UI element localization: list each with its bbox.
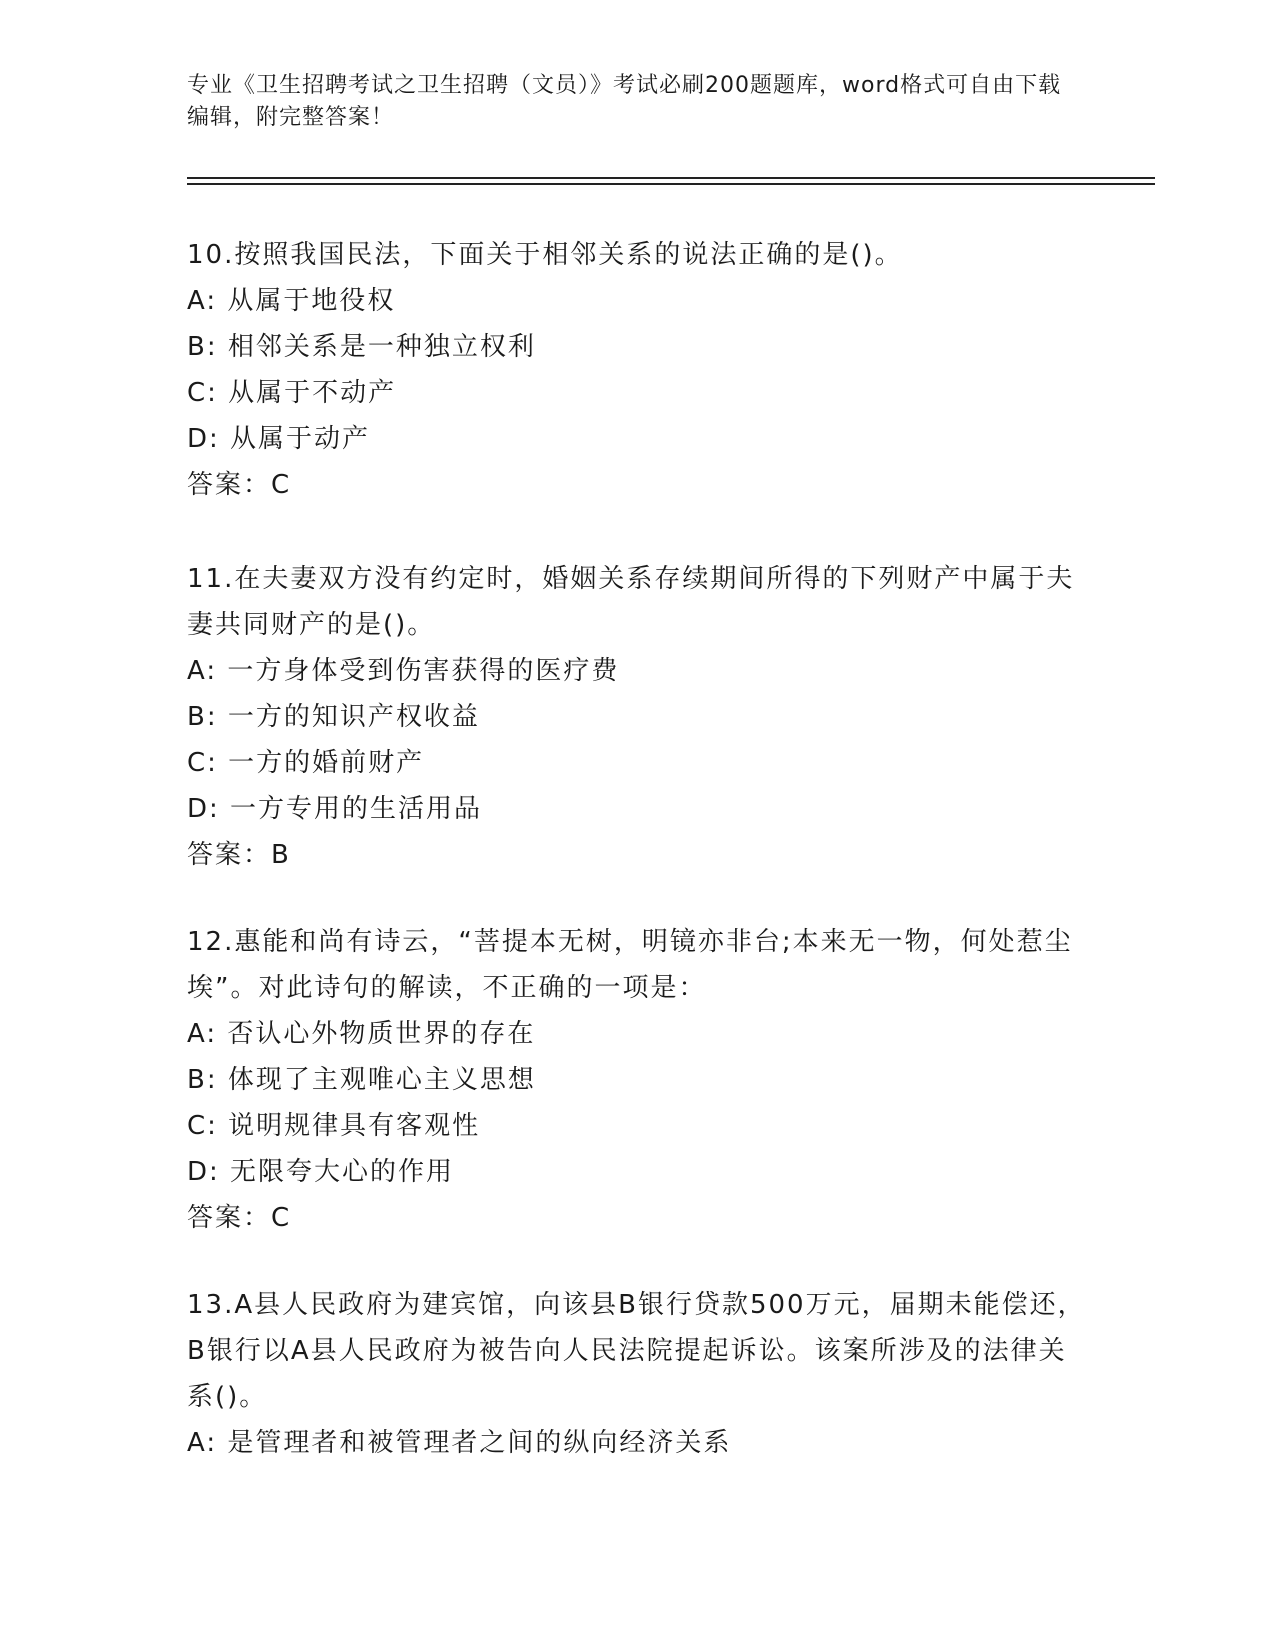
question-10 bbox=[187, 232, 1087, 508]
answer-line: 答案：C bbox=[187, 470, 292, 500]
question-12 bbox=[187, 919, 1087, 1241]
option-d: D: 一方专用的生活用品 bbox=[187, 794, 483, 824]
option-a: A: 是管理者和被管理者之间的纵向经济关系 bbox=[187, 1428, 732, 1458]
option-a: A: 否认心外物质世界的存在 bbox=[187, 1019, 536, 1049]
document-header: 专业《卫生招聘考试之卫生招聘（文员）》考试必刷200题题库，word格式可自由下载编辑，附完整答案！ bbox=[187, 73, 1062, 130]
header-divider-top bbox=[187, 177, 1155, 179]
option-b: B: 一方的知识产权收益 bbox=[187, 702, 480, 732]
question-11 bbox=[187, 556, 1087, 878]
option-d: D: 无限夸大心的作用 bbox=[187, 1157, 455, 1187]
question-stem: 10.按照我国民法，下面关于相邻关系的说法正确的是()。 bbox=[187, 240, 903, 270]
question-13 bbox=[187, 1282, 1087, 1466]
option-b: B: 体现了主观唯心主义思想 bbox=[187, 1065, 536, 1095]
question-stem: 11.在夫妻双方没有约定时，婚姻关系存续期间所得的下列财产中属于夫妻共同财产的是()。 bbox=[187, 564, 1075, 640]
option-d: D: 从属于动产 bbox=[187, 424, 371, 454]
question-stem: 12.惠能和尚有诗云，“菩提本无树，明镜亦非台;本来无一物，何处惹尘埃”。对此诗句的解读，不正确的一项是： bbox=[187, 927, 1073, 1003]
option-c: C: 一方的婚前财产 bbox=[187, 748, 425, 778]
option-a: A: 从属于地役权 bbox=[187, 286, 396, 316]
header-divider-bottom bbox=[187, 183, 1155, 185]
option-a: A: 一方身体受到伤害获得的医疗费 bbox=[187, 656, 620, 686]
option-c: C: 说明规律具有客观性 bbox=[187, 1111, 481, 1141]
answer-line: 答案：C bbox=[187, 1203, 292, 1233]
question-stem: 13.A县人民政府为建宾馆，向该县B银行贷款500万元，届期未能偿还，B银行以A县人民政府为被告向人民法院提起诉讼。该案所涉及的法律关系()。 bbox=[187, 1290, 1086, 1412]
option-c: C: 从属于不动产 bbox=[187, 378, 397, 408]
answer-line: 答案：B bbox=[187, 840, 291, 870]
option-b: B: 相邻关系是一种独立权利 bbox=[187, 332, 536, 362]
